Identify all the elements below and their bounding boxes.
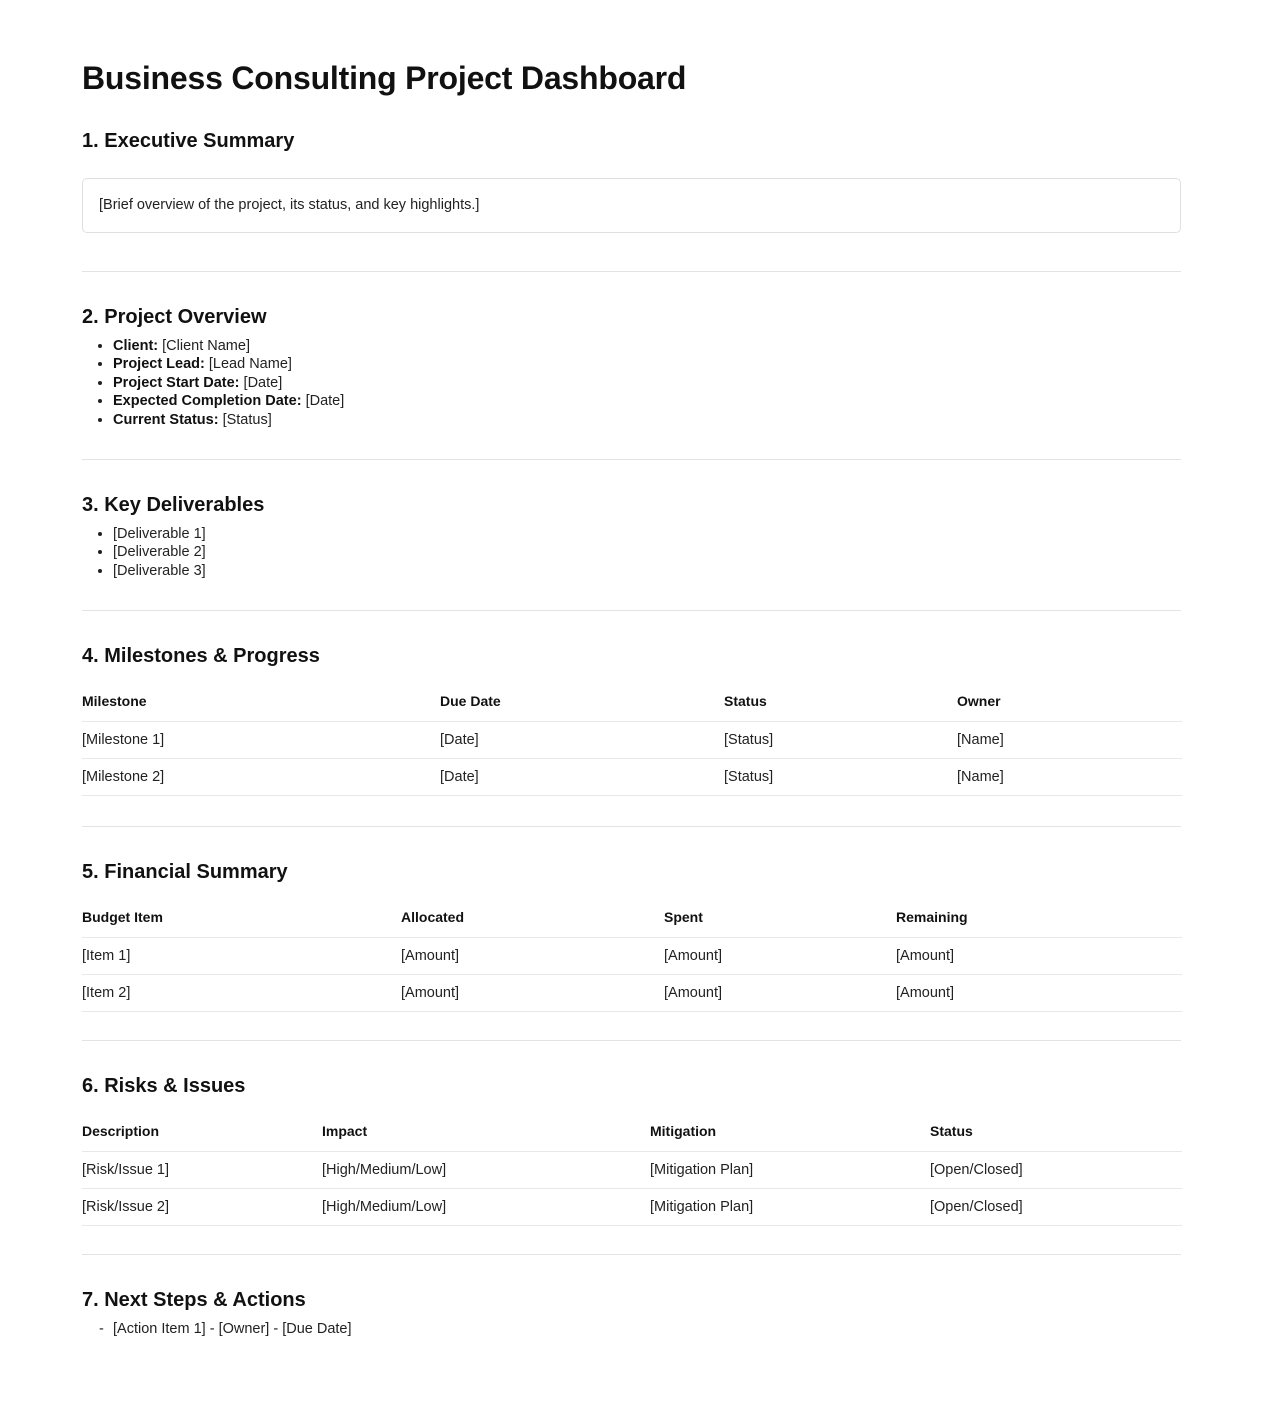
table-cell: [Open/Closed] bbox=[930, 1189, 1182, 1226]
project-overview-list bbox=[82, 337, 1181, 429]
column-header: Description bbox=[82, 1123, 160, 1140]
table-cell: [Mitigation Plan] bbox=[650, 1189, 930, 1226]
table-cell: [Amount] bbox=[664, 975, 896, 1012]
column-header: Mitigation bbox=[650, 1123, 717, 1140]
table-cell: [High/Medium/Low] bbox=[322, 1152, 650, 1189]
column-header: Status bbox=[724, 693, 767, 710]
section-executive-summary bbox=[82, 128, 1181, 233]
field-label: Project Lead: bbox=[113, 356, 205, 373]
table-cell: [Name] bbox=[957, 759, 1182, 796]
page-title: Business Consulting Project Dashboard bbox=[82, 60, 687, 96]
table-cell: [Risk/Issue 1] bbox=[82, 1152, 322, 1189]
field-value: [Date] bbox=[243, 374, 283, 391]
table-cell: [Item 1] bbox=[82, 938, 401, 975]
list-item bbox=[113, 392, 1181, 410]
field-label: Client: bbox=[113, 338, 159, 354]
column-header: Allocated bbox=[401, 909, 465, 926]
section-milestones bbox=[82, 643, 1181, 796]
table-cell: [Amount] bbox=[896, 938, 1182, 975]
section-divider bbox=[82, 610, 1181, 611]
field-label: Project Start Date: bbox=[113, 374, 240, 391]
field-value: [Date] bbox=[305, 393, 345, 410]
list-item: • [Deliverable 3] bbox=[113, 562, 1181, 580]
table-cell: [Milestone 1] bbox=[82, 722, 440, 759]
column-header: Status bbox=[930, 1123, 973, 1140]
next-steps-list bbox=[82, 1320, 1181, 1338]
field-label: Current Status: bbox=[113, 411, 219, 428]
column-header: Spent bbox=[664, 909, 703, 926]
table-cell: [Status] bbox=[724, 722, 957, 759]
section-divider bbox=[82, 459, 1181, 460]
column-header: Owner bbox=[957, 693, 1001, 710]
risks-issues-table bbox=[82, 1123, 1182, 1226]
table-header-row bbox=[82, 693, 1182, 722]
section-heading-milestones: 4. Milestones & Progress bbox=[82, 645, 320, 668]
table-row bbox=[82, 1189, 1182, 1226]
column-header: Budget Item bbox=[82, 909, 163, 926]
section-financial-summary bbox=[82, 859, 1181, 1012]
list-item bbox=[113, 355, 1181, 373]
executive-summary-box[interactable] bbox=[82, 178, 1181, 233]
section-divider bbox=[82, 826, 1181, 827]
table-cell: [Milestone 2] bbox=[82, 759, 440, 796]
section-heading-key-deliverables: 3. Key Deliverables bbox=[82, 494, 265, 517]
table-cell: [Risk/Issue 2] bbox=[82, 1189, 322, 1226]
section-heading-executive-summary: 1. Executive Summary bbox=[82, 130, 295, 152]
field-value: [Status] bbox=[222, 411, 272, 428]
table-cell: [Amount] bbox=[401, 975, 664, 1012]
column-header: Milestone bbox=[82, 693, 147, 710]
section-project-overview bbox=[82, 304, 1181, 429]
column-header: Remaining bbox=[896, 909, 968, 926]
section-key-deliverables bbox=[82, 492, 1181, 580]
field-value: [Lead Name] bbox=[208, 356, 292, 373]
table-cell: [Amount] bbox=[896, 975, 1182, 1012]
list-item: - [Action Item 1] - [Owner] - [Due Date] bbox=[113, 1320, 1181, 1338]
section-risks-issues bbox=[82, 1073, 1181, 1226]
table-row bbox=[82, 722, 1182, 759]
table-cell: [Amount] bbox=[401, 938, 664, 975]
column-header: Due Date bbox=[440, 693, 501, 710]
financial-summary-table bbox=[82, 909, 1182, 1012]
field-value: [Client Name] bbox=[162, 338, 250, 354]
list-item: • [Deliverable 1] bbox=[113, 525, 1181, 543]
table-cell: [Mitigation Plan] bbox=[650, 1152, 930, 1189]
section-divider bbox=[82, 1040, 1181, 1041]
section-heading-risks-issues: 6. Risks & Issues bbox=[82, 1075, 246, 1098]
section-next-steps bbox=[82, 1287, 1181, 1338]
table-cell: [Status] bbox=[724, 759, 957, 796]
table-cell: [Open/Closed] bbox=[930, 1152, 1182, 1189]
field-label: Expected Completion Date: bbox=[113, 393, 302, 410]
table-row bbox=[82, 975, 1182, 1012]
list-item bbox=[113, 374, 1181, 392]
table-header-row bbox=[82, 909, 1182, 938]
table-row bbox=[82, 759, 1182, 796]
section-heading-next-steps: 7. Next Steps & Actions bbox=[82, 1289, 306, 1312]
table-row bbox=[82, 938, 1182, 975]
list-item: • [Deliverable 2] bbox=[113, 543, 1181, 561]
section-heading-project-overview: 2. Project Overview bbox=[82, 306, 267, 328]
section-divider bbox=[82, 1254, 1181, 1255]
table-cell: [Name] bbox=[957, 722, 1182, 759]
table-header-row bbox=[82, 1123, 1182, 1152]
table-cell: [Amount] bbox=[664, 938, 896, 975]
column-header: Impact bbox=[322, 1123, 368, 1140]
executive-summary-placeholder: [Brief overview of the project, its status, and key highlights.] bbox=[99, 197, 480, 213]
table-cell: [Date] bbox=[440, 759, 724, 796]
section-divider bbox=[82, 271, 1181, 272]
list-item bbox=[113, 337, 1181, 355]
table-row bbox=[82, 1152, 1182, 1189]
section-heading-financial-summary: 5. Financial Summary bbox=[82, 861, 288, 884]
table-cell: [Date] bbox=[440, 722, 724, 759]
milestones-table bbox=[82, 693, 1182, 796]
table-cell: [Item 2] bbox=[82, 975, 401, 1012]
key-deliverables-list bbox=[82, 525, 1181, 580]
table-cell: [High/Medium/Low] bbox=[322, 1189, 650, 1226]
list-item bbox=[113, 411, 1181, 429]
